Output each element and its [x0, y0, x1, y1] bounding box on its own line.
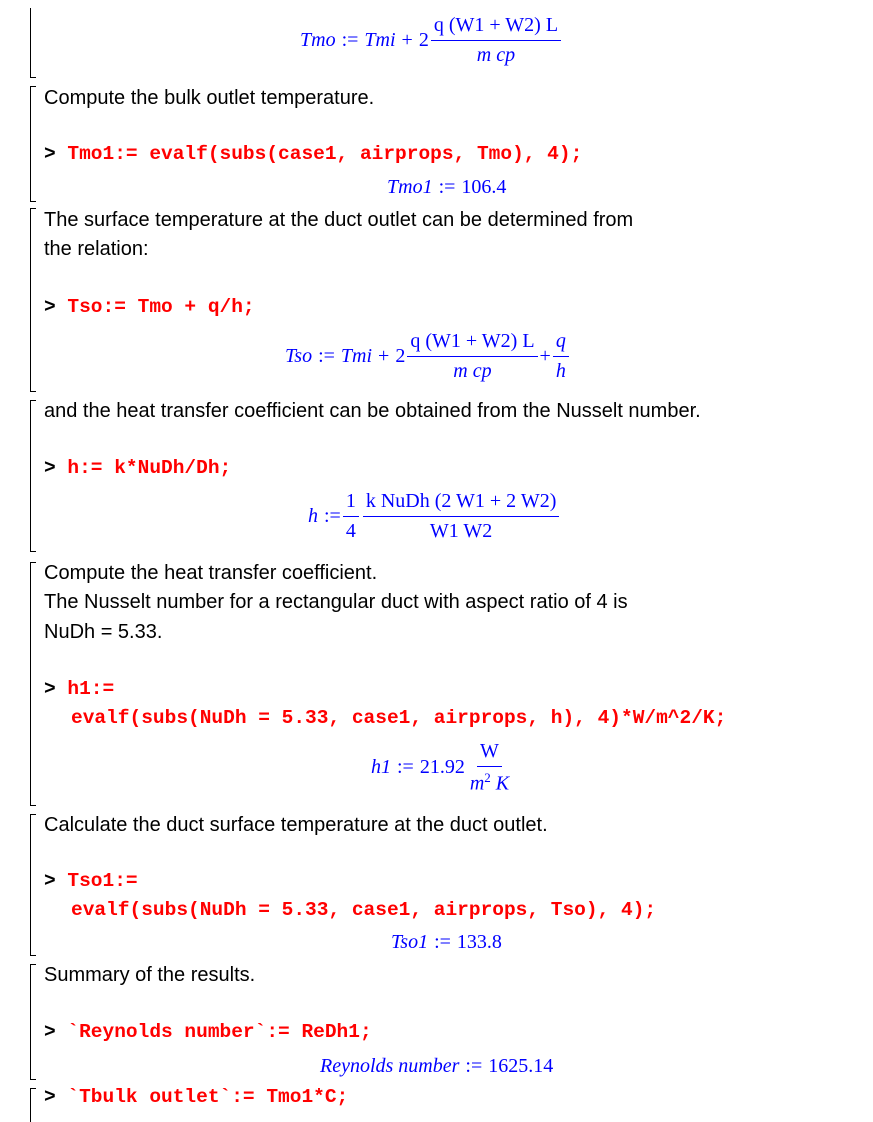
input-reynolds-command[interactable]: > `Reynolds number`:= ReDh1; — [44, 1021, 372, 1043]
output-tmo-formula: Tmo := Tmi + 2 $\frac{q (W1 + W2) L}{\text{m cp}}$ — [300, 14, 563, 67]
execution-group-bracket[interactable] — [30, 208, 31, 392]
output-tso1: Tso1 := 133.8 — [391, 931, 502, 953]
text-bulk-outlet-heading: Compute the bulk outlet temperature. — [44, 87, 375, 109]
execution-group-bracket[interactable] — [30, 814, 31, 956]
input-tso-command[interactable]: > Tso:= Tmo + q/h; — [44, 296, 255, 318]
text-htc-compute-line3: NuDh = 5.33. — [44, 621, 163, 643]
execution-group-bracket[interactable] — [30, 562, 31, 806]
text-summary-heading: Summary of the results. — [44, 964, 256, 986]
input-h1-command-continued[interactable]: evalf(subs(NuDh = 5.33, case1, airprops, h), 4)*W/m^2/K; — [71, 707, 727, 729]
text-htc-compute-line2: The Nusselt number for a rectangular duct with aspect ratio of 4 is — [44, 591, 628, 613]
execution-group-bracket[interactable] — [30, 1088, 31, 1122]
output-h1: h1 := 21.92 $\frac{W}{m^2 K}$ — [371, 740, 510, 795]
execution-group-bracket[interactable] — [30, 86, 31, 202]
text-tso-heading: Calculate the duct surface temperature at the duct outlet. — [44, 814, 548, 836]
text-surface-temp-line1: The surface temperature at the duct outlet can be determined from — [44, 209, 634, 231]
output-tso-formula: Tso := Tmi + 2 $\frac{q (W1 + W2) L}{\text{m cp}}$ + $\frac{q}{h}$ — [285, 330, 571, 383]
execution-group-bracket[interactable] — [30, 8, 31, 78]
text-surface-temp-line2: the relation: — [44, 238, 149, 260]
output-tmo1: Tmo1 := 106.4 — [387, 176, 507, 198]
input-tmo1-command[interactable]: > Tmo1:= evalf(subs(case1, airprops, Tmo), 4); — [44, 143, 583, 165]
text-htc-nusselt: and the heat transfer coefficient can be obtained from the Nusselt number. — [44, 400, 701, 422]
input-tbulk-command[interactable]: > `Tbulk outlet`:= Tmo1*C; — [44, 1086, 349, 1108]
execution-group-bracket[interactable] — [30, 400, 31, 552]
text-htc-compute-line1: Compute the heat transfer coefficient. — [44, 562, 378, 584]
output-reynolds: Reynolds number := 1625.14 — [320, 1055, 554, 1077]
input-h-command[interactable]: > h:= k*NuDh/Dh; — [44, 457, 232, 479]
input-tso1-command-continued[interactable]: evalf(subs(NuDh = 5.33, case1, airprops, Tso), 4); — [71, 899, 657, 921]
output-h-formula: h := $\frac{1}{4}$ $\frac{\text{k NuDh (2 W1 + 2 W2)}}{W1 W2}$ — [308, 490, 561, 543]
input-tso1-command[interactable]: > Tso1:= — [44, 870, 138, 892]
input-h1-command[interactable]: > h1:= — [44, 678, 115, 700]
execution-group-bracket[interactable] — [30, 964, 31, 1080]
